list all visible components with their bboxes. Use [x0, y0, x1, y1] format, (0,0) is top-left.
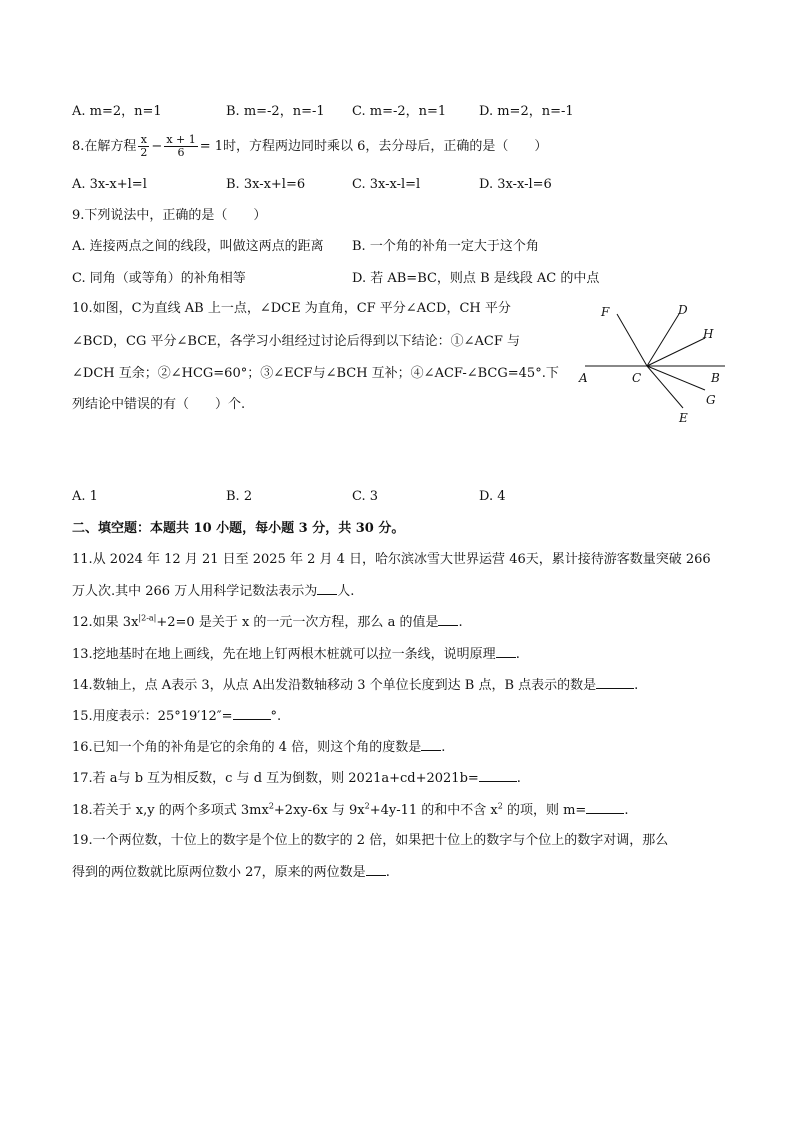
q11-line-2	[72, 582, 354, 601]
q9-option-a: A. 连接两点之间的线段，叫做这两点的距离	[72, 239, 324, 254]
q19-text: 得到的两位数就比原两位数小 27，原来的两位数是	[72, 865, 366, 880]
q11-text: 万人次.其中 266 万人用科学记数法表示为	[72, 584, 318, 599]
q15-text: 15.用度表示：25°19′12″=	[72, 709, 233, 724]
ray-ce	[647, 366, 683, 408]
q8-option-b: B. 3x-x+l=6	[226, 177, 306, 192]
q9-option-b: B. 一个角的补角一定大于这个角	[352, 239, 539, 254]
q10-line-3: ∠DCH 互余；②∠HCG=60°；③∠ECF与∠BCH 互补；④∠ACF-∠BCG=45°.下	[72, 366, 559, 381]
q10-option-c: C. 3	[352, 489, 379, 504]
label-f: F	[601, 305, 610, 319]
q18-text-d: 的项，则 m=	[502, 803, 587, 818]
q13-text: 13.挖地基时在地上画线，先在地上钉两根木桩就可以拉一条线，说明原理	[72, 647, 496, 662]
q16-text: 16.已知一个角的补角是它的余角的 4 倍，则这个角的度数是	[72, 740, 422, 755]
q8-option-a: A. 3x-x+l=l	[72, 177, 147, 192]
q7-option-c: C. m=-2，n=1	[352, 104, 447, 119]
label-c: C	[632, 371, 642, 385]
q19-line-2	[72, 863, 390, 882]
q10-option-d: D. 4	[479, 489, 506, 504]
ray-cf	[617, 314, 647, 366]
label-b: B	[711, 371, 720, 385]
q12-answer-blank[interactable]	[438, 613, 458, 626]
q14-text: 14.数轴上，点 A表示 3，从点 A出发沿数轴移动 3 个单位长度到达 B 点，B 点表示的数是	[72, 678, 597, 693]
q8-fraction-1	[138, 134, 149, 159]
q7-option-a: A. m=2，n=1	[72, 104, 162, 119]
q18-answer-blank[interactable]	[586, 801, 624, 814]
q14-stem	[72, 676, 638, 695]
q8-frac2-den: 6	[177, 146, 185, 159]
q8-frac2-num: x + 1	[166, 133, 196, 146]
q9-option-d: D. 若 AB=BC，则点 B 是线段 AC 的中点	[352, 271, 600, 286]
q8-fraction-2	[164, 134, 197, 159]
q16-period: .	[441, 740, 446, 755]
q15-stem	[72, 707, 281, 726]
q10-line-1: 10.如图，C为直线 AB 上一点，∠DCE 为直角，CF 平分∠ACD，CH 平分	[72, 301, 511, 316]
q12-stem	[72, 613, 463, 632]
q14-answer-blank[interactable]	[596, 676, 634, 689]
q15-unit: °.	[270, 709, 282, 724]
q17-text: 17.若 a与 b 互为相反数，c 与 d 互为倒数，则 2021a+cd+2021b=	[72, 771, 479, 786]
q19-answer-blank[interactable]	[366, 863, 386, 876]
ray-cg	[647, 366, 705, 390]
q8-frac1-num: x	[138, 134, 149, 147]
q12-text-c: .	[458, 615, 463, 630]
label-d: D	[678, 303, 688, 317]
q13-stem	[72, 645, 520, 664]
q8-prefix: 8.在解方程	[72, 139, 137, 154]
q10-line-4: 列结论中错误的有（ ）个.	[72, 397, 246, 412]
q18-text-b: +2xy-6x 与 9x	[273, 803, 365, 818]
q12-text-b: +2=0 是关于 x 的一元一次方程，那么 a 的值是	[156, 615, 439, 630]
q11-answer-blank[interactable]	[317, 582, 337, 595]
label-a: A	[579, 371, 588, 385]
q7-option-d: D. m=2，n=-1	[479, 104, 574, 119]
q8-minus: −	[151, 139, 163, 154]
q8-equals: = 1	[199, 139, 224, 154]
q14-period: .	[634, 678, 639, 693]
q17-period: .	[516, 771, 521, 786]
q8-option-d: D. 3x-x-l=6	[479, 177, 552, 192]
q9-stem: 9.下列说法中，正确的是（ ）	[72, 208, 267, 223]
q19-line-1: 19.一个两位数，十位上的数字是个位上的数字的 2 倍，如果把十位上的数字与个位上的数字对调，那么	[72, 833, 669, 848]
label-g: G	[706, 393, 716, 407]
q13-period: .	[515, 647, 520, 662]
q15-answer-blank[interactable]	[233, 707, 271, 720]
q8-stem	[72, 132, 547, 162]
q17-answer-blank[interactable]	[479, 769, 517, 782]
q18-sup-1: 2	[268, 801, 274, 811]
q11-line-1: 11.从 2024 年 12 月 21 日至 2025 年 2 月 4 日，哈尔滨冰雪大世界运营 46天，累计接待游客数量突破 266	[72, 552, 711, 567]
q8-suffix: 时，方程两边同时乘以 6，去分母后，正确的是（ ）	[223, 139, 548, 154]
q12-text-a: 12.如果 3x	[72, 615, 139, 630]
q13-answer-blank[interactable]	[496, 645, 516, 658]
label-e: E	[679, 411, 688, 425]
q8-option-c: C. 3x-x-l=l	[352, 177, 421, 192]
angle-diagram	[575, 298, 735, 428]
q10-option-b: B. 2	[226, 489, 253, 504]
q10-line-2: ∠BCD，CG 平分∠BCE，各学习小组经过讨论后得到以下结论：①∠ACF 与	[72, 334, 521, 349]
q18-sup-3: 2	[497, 801, 503, 811]
q18-text-c: +4y-11 的和中不含 x	[369, 803, 498, 818]
q7-option-b: B. m=-2，n=-1	[226, 104, 325, 119]
label-h: H	[703, 327, 714, 341]
q12-exponent: |2-a|	[138, 613, 157, 623]
section-2-heading: 二、填空题：本题共 10 小题，每小题 3 分，共 30 分。	[72, 521, 405, 536]
q18-period: .	[624, 803, 629, 818]
q16-answer-blank[interactable]	[421, 738, 441, 751]
q16-stem	[72, 738, 445, 757]
q11-unit: 人.	[337, 584, 355, 599]
q18-sup-2: 2	[364, 801, 370, 811]
q18-stem	[72, 801, 628, 820]
q19-period: .	[385, 865, 390, 880]
q8-frac1-den: 2	[140, 146, 148, 159]
q17-stem	[72, 769, 521, 788]
q9-option-c: C. 同角（或等角）的补角相等	[72, 271, 246, 286]
q10-option-a: A. 1	[72, 489, 98, 504]
q18-text-a: 18.若关于 x,y 的两个多项式 3mx	[72, 803, 269, 818]
